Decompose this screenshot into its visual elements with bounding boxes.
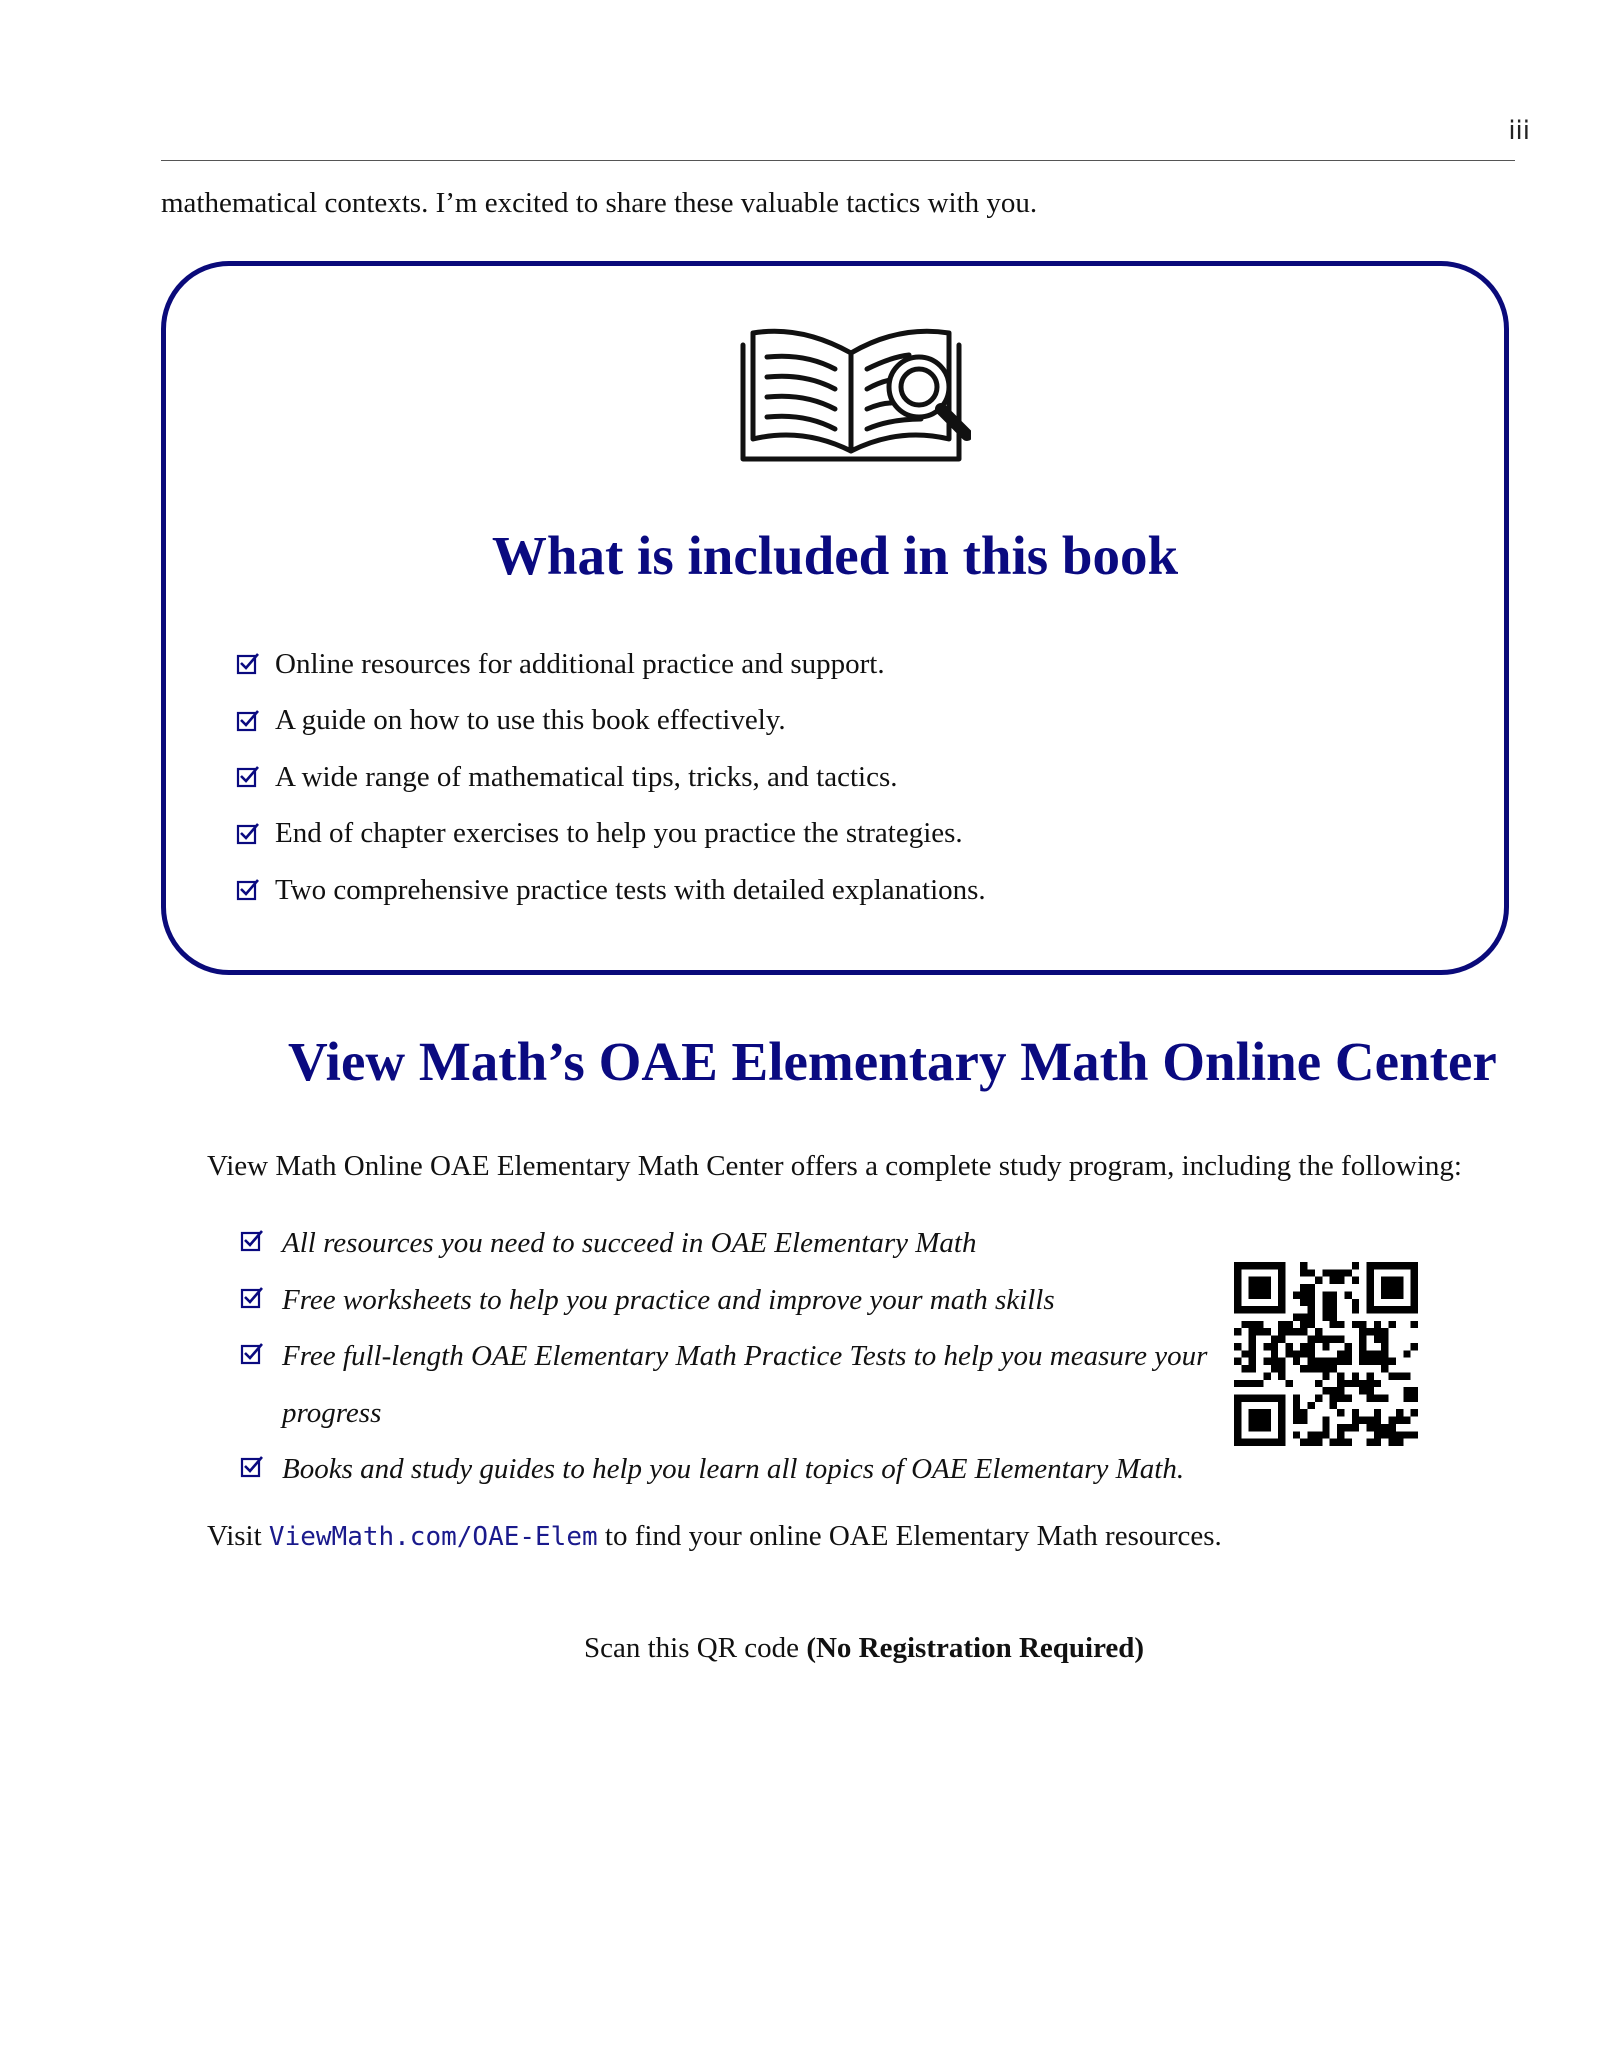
- scan-line: [584, 1632, 1144, 1665]
- page-number: iii: [1508, 116, 1530, 146]
- checkbox-checked-icon: [236, 765, 260, 789]
- checkbox-checked-icon: [240, 1455, 264, 1479]
- checkbox-checked-icon: [236, 822, 260, 846]
- checkbox-checked-icon: [240, 1286, 264, 1310]
- scan-note: (No Registration Required): [806, 1632, 1145, 1664]
- list-item-text: A guide on how to use this book effectively.: [275, 704, 786, 737]
- list-item: [240, 1215, 1240, 1272]
- box-title: What is included in this book: [491, 525, 1179, 586]
- book-magnifier-icon: [731, 311, 971, 471]
- list-item: [236, 693, 986, 750]
- online-center-link[interactable]: ViewMath.com/OAE-Elem: [268, 1522, 598, 1552]
- list-item-text: Books and study guides to help you learn all topics of OAE Elementary Math.: [282, 1453, 1185, 1485]
- scan-prefix: Scan this QR code: [584, 1632, 807, 1664]
- list-item: [236, 749, 986, 806]
- included-box: [161, 261, 1509, 975]
- list-item-text: Two comprehensive practice tests with detailed explanations.: [275, 873, 986, 906]
- checkbox-checked-icon: [240, 1229, 264, 1253]
- list-item-text: A wide range of mathematical tips, tricks, and tactics.: [275, 760, 898, 793]
- checkbox-checked-icon: [240, 1342, 264, 1366]
- section-title: View Math’s OAE Elementary Math Online Center: [288, 1031, 1497, 1092]
- list-item: [236, 806, 986, 863]
- list-item: [240, 1441, 1240, 1498]
- list-item: [240, 1328, 1242, 1441]
- list-item-text: All resources you need to succeed in OAE Elementary Math: [282, 1227, 977, 1259]
- visit-prefix: Visit: [207, 1520, 269, 1552]
- list-item: [236, 636, 986, 693]
- visit-suffix: to find your online OAE Elementary Math resources.: [597, 1520, 1222, 1552]
- list-item: [240, 1272, 1240, 1329]
- list-item-text: Free worksheets to help you practice and improve your math skills: [282, 1283, 1055, 1316]
- qr-code-icon[interactable]: [1234, 1262, 1418, 1446]
- list-item-text: End of chapter exercises to help you practice the strategies.: [275, 817, 963, 850]
- checkbox-checked-icon: [236, 652, 260, 676]
- list-item-text: Online resources for additional practice and support.: [275, 647, 885, 680]
- resources-list: [240, 1215, 1240, 1498]
- list-item-text: Free full-length OAE Elementary Math Practice Tests to help you measure your progress: [282, 1340, 1208, 1429]
- included-list: [236, 636, 986, 919]
- section-intro: View Math Online OAE Elementary Math Center offers a complete study program, including the following:: [207, 1150, 1462, 1182]
- checkbox-checked-icon: [236, 878, 260, 902]
- list-item: [236, 862, 986, 919]
- checkbox-checked-icon: [236, 709, 260, 733]
- visit-line: [207, 1520, 1222, 1553]
- lead-text: mathematical contexts. I’m excited to share these valuable tactics with you.: [161, 187, 1038, 219]
- header-rule: [161, 160, 1515, 161]
